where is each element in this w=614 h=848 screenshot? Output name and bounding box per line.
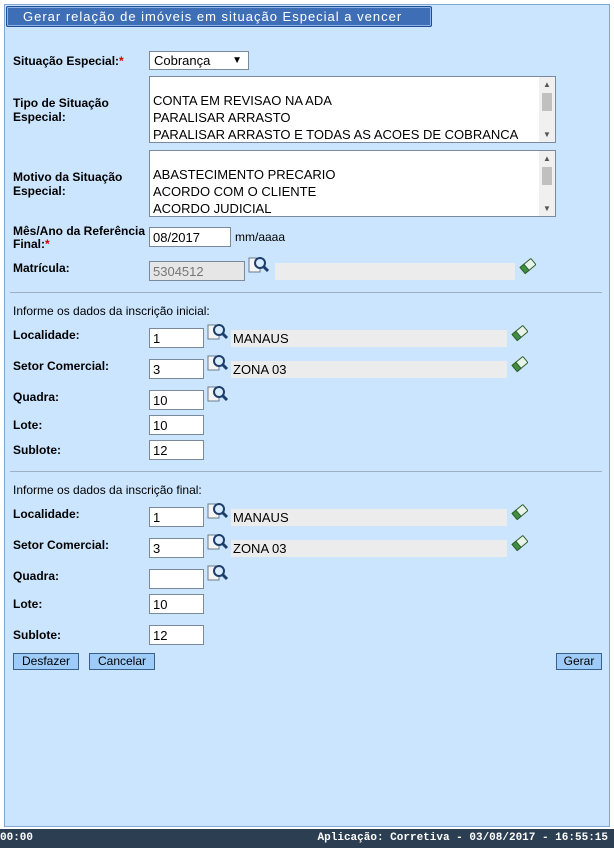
search-icon[interactable]: [207, 353, 229, 375]
final-quadra-label: Quadra:: [13, 569, 60, 583]
title-bar: [6, 6, 432, 27]
matricula-descricao: [275, 263, 515, 280]
tipo-option[interactable]: CONTA EM REVISAO NA ADA: [153, 93, 332, 108]
final-lote-label: Lote:: [13, 597, 43, 611]
final-setor-descricao: ZONA 03: [231, 540, 507, 557]
inicial-quadra-input[interactable]: [149, 390, 204, 410]
eraser-icon[interactable]: [509, 532, 531, 554]
scroll-up-icon[interactable]: ▲: [543, 80, 551, 89]
inicial-localidade-input[interactable]: [149, 328, 204, 348]
scroll-thumb[interactable]: [542, 167, 552, 185]
page-title: Gerar relação de imóveis em situação Especial a vencer: [23, 9, 403, 24]
status-app-info: Aplicação: Corretiva - 03/08/2017 - 16:55:15: [317, 832, 608, 844]
gerar-button[interactable]: Gerar: [556, 653, 602, 670]
situacao-label: Situação Especial:*: [13, 54, 124, 68]
tipo-label-line2: Especial:: [13, 110, 66, 124]
motivo-listbox[interactable]: [149, 150, 556, 217]
situacao-select[interactable]: [149, 51, 249, 70]
search-icon[interactable]: [248, 255, 270, 277]
situacao-value: Cobrança: [154, 53, 211, 68]
search-icon[interactable]: [207, 532, 229, 554]
mesano-label-line2: Final:*: [13, 237, 50, 251]
inicial-quadra-label: Quadra:: [13, 390, 60, 404]
search-icon[interactable]: [207, 384, 229, 406]
search-icon[interactable]: [207, 322, 229, 344]
tipo-option[interactable]: PARALISAR ARRASTO: [153, 110, 291, 125]
mesano-hint: mm/aaaa: [235, 230, 286, 244]
desfazer-button[interactable]: Desfazer: [13, 653, 79, 670]
tipo-label-line1: Tipo de Situação: [13, 96, 109, 110]
motivo-scrollbar[interactable]: [539, 151, 555, 216]
tipo-scrollbar[interactable]: [539, 77, 555, 142]
inicial-heading: Informe os dados da inscrição inicial:: [13, 304, 210, 318]
dropdown-arrow-icon: ▼: [232, 55, 242, 66]
scroll-down-icon[interactable]: ▼: [543, 130, 551, 139]
eraser-icon[interactable]: [517, 255, 539, 277]
final-localidade-input[interactable]: [149, 507, 204, 527]
matricula-input[interactable]: [149, 261, 245, 281]
section-divider: [10, 471, 602, 472]
motivo-option[interactable]: ABASTECIMENTO PRECARIO: [153, 167, 336, 182]
scroll-up-icon[interactable]: ▲: [543, 154, 551, 163]
matricula-label: Matrícula:: [13, 261, 70, 275]
inicial-setor-label: Setor Comercial:: [13, 359, 110, 373]
final-localidade-descricao: MANAUS: [231, 509, 507, 526]
search-icon[interactable]: [207, 563, 229, 585]
tipo-option[interactable]: PARALISAR ARRASTO E TODAS AS ACOES DE COBRANCA: [153, 127, 519, 142]
status-bar: [0, 829, 614, 848]
final-lote-input[interactable]: [149, 594, 204, 614]
motivo-option[interactable]: ACORDO JUDICIAL: [153, 201, 272, 216]
eraser-icon[interactable]: [509, 353, 531, 375]
inicial-lote-input[interactable]: [149, 415, 204, 435]
cancelar-button[interactable]: Cancelar: [89, 653, 155, 670]
inicial-setor-input[interactable]: [149, 359, 204, 379]
final-heading: Informe os dados da inscrição final:: [13, 483, 202, 497]
mesano-input[interactable]: [149, 227, 231, 247]
search-icon[interactable]: [207, 501, 229, 523]
inicial-sublote-input[interactable]: [149, 440, 204, 460]
eraser-icon[interactable]: [509, 501, 531, 523]
final-setor-label: Setor Comercial:: [13, 538, 110, 552]
inicial-localidade-descricao: MANAUS: [231, 330, 507, 347]
eraser-icon[interactable]: [509, 322, 531, 344]
final-sublote-label: Sublote:: [13, 628, 61, 642]
inicial-sublote-label: Sublote:: [13, 443, 61, 457]
inicial-setor-descricao: ZONA 03: [231, 361, 507, 378]
final-quadra-input[interactable]: [149, 569, 204, 589]
inicial-localidade-label: Localidade:: [13, 328, 80, 342]
motivo-option[interactable]: ACORDO COM O CLIENTE: [153, 184, 317, 199]
mesano-label-line1: Mês/Ano da Referência: [13, 224, 146, 238]
scroll-down-icon[interactable]: ▼: [543, 204, 551, 213]
final-sublote-input[interactable]: [149, 625, 204, 645]
scroll-thumb[interactable]: [542, 93, 552, 111]
motivo-label-line1: Motivo da Situação: [13, 170, 123, 184]
final-localidade-label: Localidade:: [13, 507, 80, 521]
motivo-label-line2: Especial:: [13, 184, 66, 198]
final-setor-input[interactable]: [149, 538, 204, 558]
status-time: 00:00: [0, 832, 34, 844]
inicial-lote-label: Lote:: [13, 418, 43, 432]
section-divider: [10, 292, 602, 293]
tipo-listbox[interactable]: [149, 76, 556, 143]
